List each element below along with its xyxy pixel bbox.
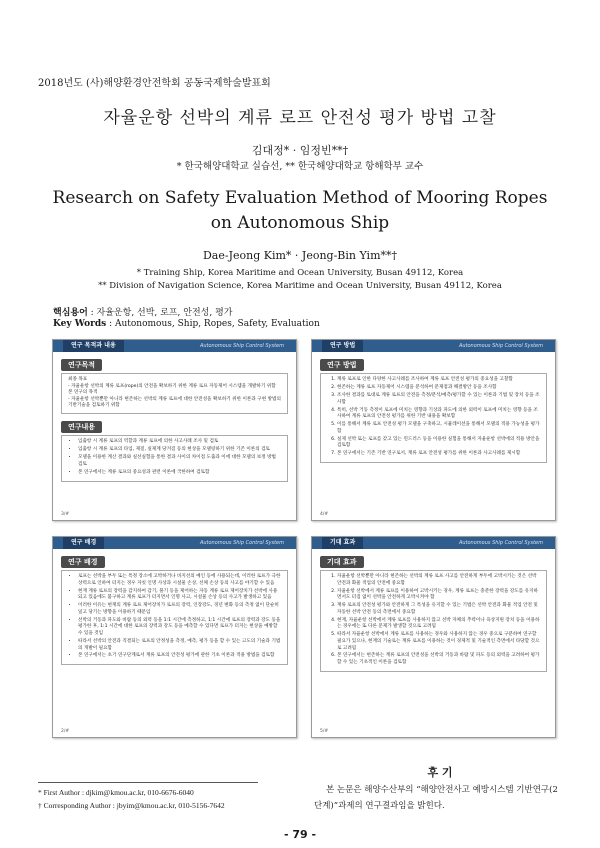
keywords-korean-values: : 자율운항, 선박, 로프, 안전성, 평가	[90, 308, 233, 318]
section-tag: 연구 방법	[320, 359, 364, 371]
slide-header-subtitle: Autonomous Ship Control System	[199, 540, 284, 546]
slide-panel-background	[52, 536, 297, 738]
text-line: - 자율운항 선박뿐만 아니라 현존하는 선박의 계류 로프에 대한 안전성을 확보하기 위한 이론과 구현 방법의 기반기술을 검토하기 위함	[68, 396, 281, 409]
list-item: • 선박의 거동과 파도와 바람 등의 외력 등을 1:1 시간에 측정하고, 1:1 시간에 로프의 장력과 강도 등을 평가한 후, 1:1 시간에 대한 로프의 장력과 강도 등을 예측할 수 있다면 로프가 터지는 현상을 예방할 수 있을 것임	[78, 618, 281, 638]
authors-english: Dae-Jeong Kim* · Jeong-Bin Yim**†	[202, 249, 397, 262]
slide-footer: 4/#	[320, 512, 329, 517]
keywords-korean	[53, 305, 232, 318]
keywords-english-values: : Autonomous, Ship, Ropes, Safety, Evaluation	[109, 319, 320, 329]
bullet-list	[68, 439, 281, 476]
slide-header-label: 기대 효과	[322, 537, 363, 549]
slide-panel-purpose	[52, 339, 297, 521]
list-item: • 본 연구에서는 계류 로프의 중요성과 관련 이론에 국한하여 검토함	[78, 470, 281, 477]
list-item: • 이러한 이유는 현재의 계류 로프 제어장치가 로프의 장력, 인장강도, 경년 변화 등의 측정 없이 단순히 일고 당기는 방향을 이용하기 때문임	[78, 603, 281, 616]
list-item: • 입출항 시 계류 로프의 타입, 제질, 실제계 당겨짐 등의 현상을 모델링하기 위한 기존 이론의 검토	[78, 447, 281, 454]
slide-header-subtitle: Autonomous Ship Control System	[199, 343, 284, 349]
slide-footer: 3/#	[61, 512, 70, 517]
slide-header-label: 연구 목적과 내용	[63, 340, 124, 352]
footnote-first-author: * First Author : djkim@kmou.ac.kr, 010-6676-6040	[38, 788, 194, 797]
acknowledgement-heading: 후 기	[427, 766, 453, 779]
footnote-divider	[38, 782, 258, 783]
keywords-english-label: Key Words	[53, 319, 107, 329]
conference-header: 2018년도 (사)해양환경안전학회 공동국제학술발표회	[38, 78, 271, 89]
keywords-korean-label: 핵심용어	[53, 308, 88, 318]
title-english-line-1: Research on Safety Evaluation Method of Mooring Ropes	[52, 188, 548, 208]
slide-header-subtitle: Autonomous Ship Control System	[458, 343, 543, 349]
authors-korean: 김대정* · 임정빈**†	[251, 144, 349, 157]
list-item: • 모델을 이용한 계산 결과와 실선실험을 통한 결과 사이의 차이점 도출과 이에 대한 모델의 보정 방법 검토	[78, 455, 281, 468]
footnote-corresponding-author: † Corresponding Author : jbyim@kmou.ac.kr, 010-5156-7642	[38, 801, 225, 810]
slide-footer: 5/#	[320, 729, 329, 734]
slide-header-label: 연구 방법	[322, 340, 363, 352]
list-item: 2. 현존하는 계류 로프 자동제어 시스템을 분석하여 문제점과 해결방안 등을 조사함	[337, 385, 540, 392]
list-item: 3. 조사한 결과를 토대로 계류 로프의 안전을 측정/분석/예측/평가할 수 있는 이론과 기법 및 장치 등을 조사함	[337, 393, 540, 406]
list-item: • 현재 계류 로프의 장력을 감지하여 감기, 풀기 등을 제어하는 자동 계류 로프 제어장치가 선박에 사용되고 있음에도 불구하고 계류 로프가 터지면서 인명 사고, 시설물 손상 등의 사고가 발생하고 있음	[78, 589, 281, 602]
slide-header-subtitle: Autonomous Ship Control System	[458, 540, 543, 546]
list-item: 1. 계류 로프로 인한 다양한 사고사례를 조사하여 계류 로프 안전성 평가의 중요성을 고찰함	[337, 377, 540, 384]
slide-header-label: 연구 배경	[63, 537, 104, 549]
affiliation-korean: * 한국해양대학교 실습선, ** 한국해양대학교 항해학부 교수	[176, 161, 424, 172]
page-number: - 79 -	[283, 828, 317, 841]
title-korean: 자율운항 선박의 계류 로프 안전성 평가 방법 고찰	[103, 108, 497, 128]
section-tag: 연구목적	[61, 359, 102, 371]
list-item: 6. 본 연구에서는 현존하는 계류 로프의 안전성을 선박의 거동과 바람 및 파도 등의 외력을 고려하여 평가할 수 있는 기초적인 이론을 검토함	[337, 653, 540, 666]
section-tag: 연구내용	[61, 421, 102, 433]
text-line: 최종 목표	[68, 377, 88, 382]
list-item: • 입출항 시 계류 로프의 역할과 계류 로프에 의한 사고사례 조사 및 검토	[78, 439, 281, 446]
slide-header	[53, 340, 296, 352]
bullet-list	[68, 574, 281, 660]
title-english-line-2: on Autonomous Ship	[210, 213, 390, 233]
numbered-list	[327, 377, 540, 458]
slide-panel-method	[311, 339, 556, 521]
slide-header	[312, 340, 555, 352]
title-english	[0, 186, 600, 236]
section-box	[61, 373, 288, 414]
slide-panel-effects	[311, 536, 556, 738]
list-item: • 따라서 선박의 안전과 직결되는 로프의 안정성을 측정, 예측, 평가 등을 할 수 있는 고도의 기술과 기법의 개발이 필요함	[78, 639, 281, 652]
list-item: 5. 따라서 자율운항 선박에서 계류 로프를 사용하는 경우와 사용하지 않는 경우 중으로 구분하여 연구할 필요가 있으나, 현재의 기술로는 계류 로프를 이용하는 것이 경제적 및 기술적인 측면에서 타당할 것으로 고려됨	[337, 632, 540, 652]
list-item: 4. 특히, 선박 거동 측정이 로프에 미치는 영향과 기상과 파도에 의한 외력이 로프에 미치는 영향 등을 조사하여 계류 로프의 안전성 평가를 위한 기반 내용을 확보함	[337, 408, 540, 421]
section-box	[61, 570, 288, 665]
numbered-list	[327, 574, 540, 667]
list-item: 3. 계류 로프의 안전성 평가와 안전하게 그 특성을 유지할 수 있는 기법은 선박 안전과 화물 적업 안전 및 자동한 선박 안전 등의 측면에서 중요함	[337, 603, 540, 616]
slide-header	[53, 537, 296, 549]
section-box	[320, 373, 547, 463]
affiliation-english-2: ** Division of Navigation Science, Korea Maritime and Ocean University, Busan 49112, Korea	[98, 281, 502, 291]
list-item: 6. 실제 선박 또는 로프를 갖고 있는 윈드러스 등을 이용한 실험을 통해서 자율운항 선박에의 적용 방안을 검토함	[337, 437, 540, 450]
acknowledgement-text: 본 논문은 해양수산부의 “해양안전사고 예방시스템 기반연구(2단계)”과제의 연구결과임을 밝힌다.	[314, 785, 558, 811]
list-item: • 로프는 선박을 부두 또는 특정 장소에 고박하거나 바지선의 예인 등에 사용되는데, 이러한 로프가 극한 상력으로 인하여 터지는 경우 자칫 인명 사상과 시설물 손상, 선체 손상 등의 사고를 야기할 수 있음	[78, 574, 281, 587]
affiliation-english-1: * Training Ship, Korea Maritime and Ocean University, Busan 49112, Korea	[136, 268, 464, 278]
slide-footer: 2/#	[61, 729, 70, 734]
keywords-english	[53, 319, 320, 329]
section-tag: 기대 효과	[320, 556, 364, 568]
section-box	[320, 570, 547, 672]
list-item: 7. 본 연구에서는 기존 기반 연구로서, 계류 로프 안전성 평가를 위한 이론과 사고사례를 제시함	[337, 451, 540, 458]
text-line: - 자율운항 선박의 계류 로프(rope)의 안전을 확보하기 위한 계류 로프 자동제어 시스템을 개발하기 위함	[68, 383, 276, 389]
list-item: 2. 자율운항 선박에서 계류 로프를 이용하여 고박시키는 경우, 계류 로프는 충분한 장력을 강도를 유지하면서도 터짐 없이 선박을 안전하게 고박시켜야 함	[337, 589, 540, 602]
list-item: 4. 현재, 자율운항 선박에서 계류 로프를 사용하지 않고 선박 자체의 추력이나 육상지원 장치 등을 이용하는 경우에는 또 다른 문제가 발생할 것으로 고려됨	[337, 618, 540, 631]
section-tag: 연구 배경	[61, 556, 105, 568]
list-item: • 본 연구에서는 초기 연구단계로서 계류 로프의 안전성 평가에 관한 기초 이론과 적용 방법을 검토함	[78, 653, 281, 660]
slide-header	[312, 537, 555, 549]
list-item: 1. 자율운항 선박뿐만 아니라 현존하는 선박의 계류 로프 사고를 안전하게 부두에 고박시키는 것은 선박안전과 화물 적업의 안전에 중요함	[337, 574, 540, 587]
list-item: 5. 이를 통해서 계류 로프 안전성 평가 모델을 구축하고, 시뮬레이션을 통해서 모델의 적용 가능성을 평가함	[337, 422, 540, 435]
text-line: 본 연구의 목적	[68, 390, 98, 396]
section-box	[61, 435, 288, 482]
